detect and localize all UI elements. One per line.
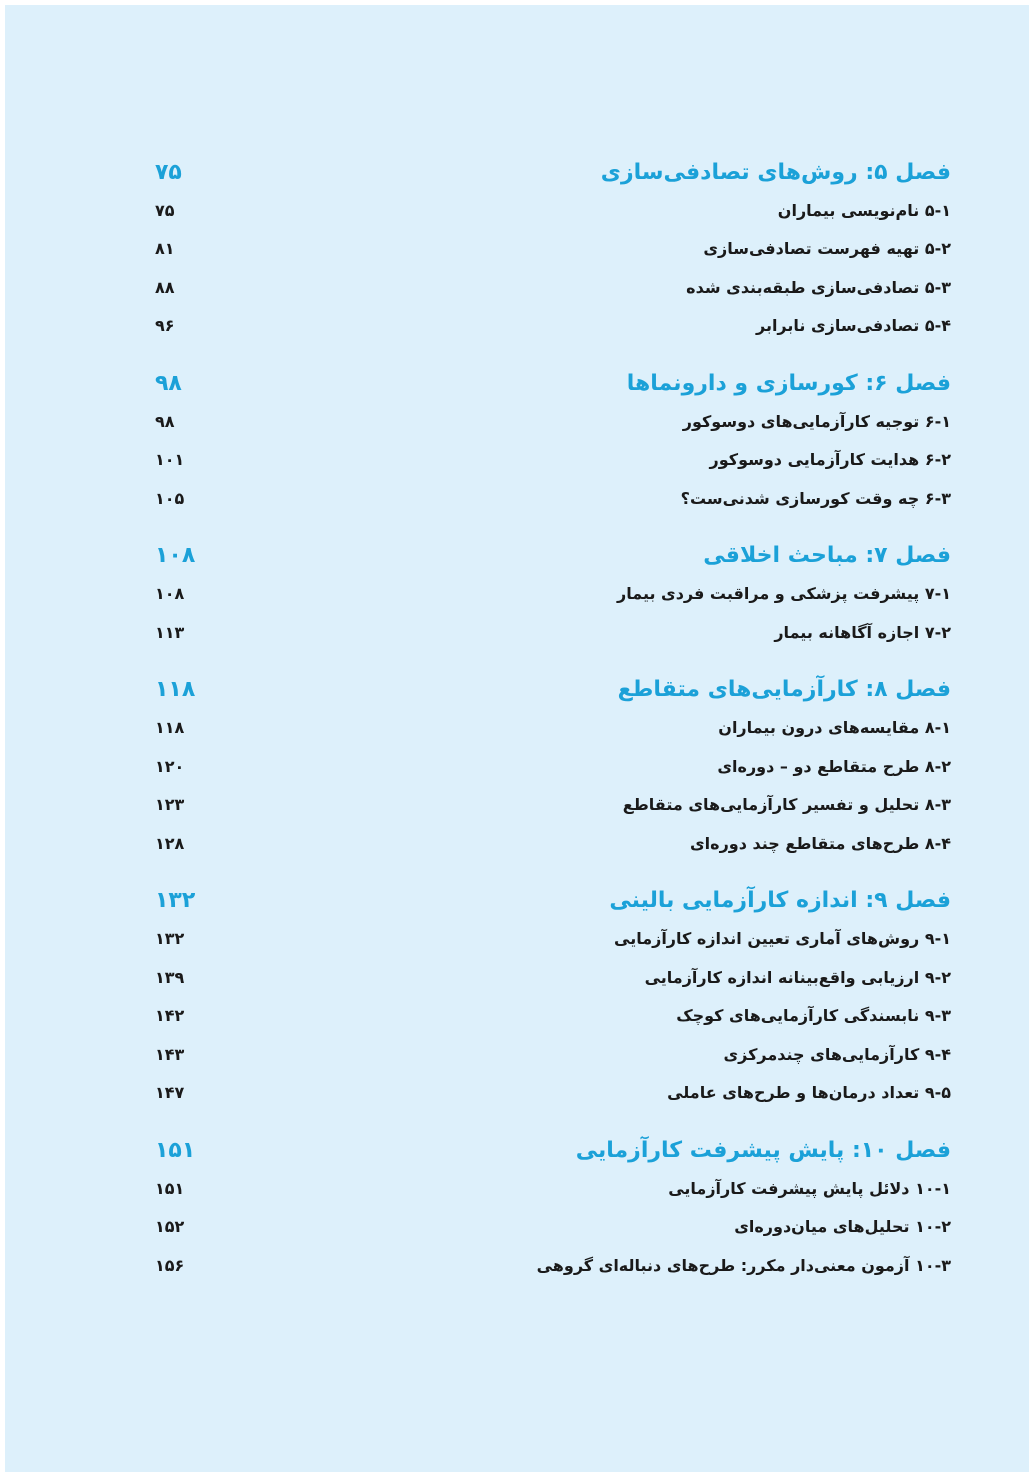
section-entry[interactable]: [155, 191, 951, 230]
chapter-heading[interactable]: [155, 153, 951, 191]
chapter-heading[interactable]: [155, 364, 951, 402]
chapter-heading[interactable]: [155, 671, 951, 709]
section-title: ۶-۲ هدایت کارآزمایی دوسوکور: [709, 450, 951, 470]
section-title: ۷-۱ پیشرفت پزشکی و مراقبت فردی بیمار: [617, 584, 951, 604]
section-page-number: ۱۰۵: [155, 488, 185, 508]
section-entry[interactable]: [155, 1246, 951, 1285]
chapter-page-number: ۹۸: [155, 370, 182, 396]
section-title: ۹-۴ کارآزمایی‌های چندمرکزی: [723, 1044, 951, 1064]
section-page-number: ۱۲۳: [155, 795, 185, 815]
section-title: ۶-۳ چه وقت کورسازی شدنی‌ست؟: [680, 488, 951, 508]
section-entry[interactable]: [155, 479, 951, 518]
chapter: [155, 153, 951, 345]
section-page-number: ۱۰۱: [155, 450, 185, 470]
chapter-page-number: ۷۵: [155, 159, 182, 185]
section-page-number: ۸۸: [155, 277, 175, 297]
chapter-title: فصل ۹: اندازه کارآزمایی بالینی: [609, 888, 951, 913]
section-page-number: ۸۱: [155, 239, 175, 259]
chapter-heading[interactable]: [155, 882, 951, 920]
section-title: ۸-۴ طرح‌های متقاطع چند دوره‌ای: [690, 833, 951, 853]
section-entry[interactable]: [155, 824, 951, 863]
chapter-title: فصل ۱۰: پایش پیشرفت کارآزمایی: [575, 1137, 951, 1163]
chapter-title: فصل ۸: کارآزمایی‌های متقاطع: [617, 677, 951, 702]
section-page-number: ۱۲۸: [155, 833, 185, 853]
section-page-number: ۷۵: [155, 200, 175, 220]
section-title: ۵-۲ تهیه فهرست تصادفی‌سازی: [703, 239, 951, 259]
section-page-number: ۱۴۲: [155, 1006, 185, 1026]
section-entry[interactable]: [155, 1074, 951, 1113]
section-page-number: ۱۳۹: [155, 967, 185, 987]
section-title: ۱۰-۳ آزمون معنی‌دار مکرر: طرح‌های دنباله‌ای گروهی: [536, 1255, 951, 1275]
chapter-title: فصل ۷: مباحث اخلاقی: [703, 543, 951, 568]
section-title: ۹-۳ نابسندگی کارآزمایی‌های کوچک: [676, 1006, 951, 1026]
chapter: [155, 882, 951, 1113]
section-page-number: ۱۰۸: [155, 584, 185, 604]
section-entry[interactable]: [155, 920, 951, 959]
section-entry[interactable]: [155, 1208, 951, 1247]
section-page-number: ۱۵۱: [155, 1178, 185, 1198]
section-page-number: ۱۲۰: [155, 756, 185, 776]
section-entry[interactable]: [155, 709, 951, 748]
chapter-title: فصل ۵: روش‌های تصادفی‌سازی: [600, 159, 951, 185]
section-title: ۹-۲ ارزیابی واقع‌بینانه اندازه کارآزمایی: [644, 967, 951, 987]
section-entry[interactable]: [155, 747, 951, 786]
section-title: ۵-۱ نام‌نویسی بیماران: [777, 200, 951, 220]
chapter-page-number: ۱۵۱: [155, 1137, 196, 1163]
section-title: ۵-۴ تصادفی‌سازی نابرابر: [755, 316, 951, 336]
chapter-heading[interactable]: [155, 1131, 951, 1169]
section-title: ۵-۳ تصادفی‌سازی طبقه‌بندی شده: [686, 277, 951, 297]
chapter-heading[interactable]: [155, 537, 951, 575]
section-entry[interactable]: [155, 268, 951, 307]
section-title: ۱۰-۲ تحلیل‌های میان‌دوره‌ای: [734, 1217, 951, 1237]
chapter-page-number: ۱۳۲: [155, 888, 196, 913]
section-entry[interactable]: [155, 1035, 951, 1074]
table-of-contents: [155, 153, 951, 1304]
section-entry[interactable]: [155, 958, 951, 997]
section-entry[interactable]: [155, 1169, 951, 1208]
section-title: ۸-۳ تحلیل و تفسیر کارآزمایی‌های متقاطع: [622, 795, 951, 815]
section-entry[interactable]: [155, 613, 951, 652]
section-title: ۹-۵ تعداد درمان‌ها و طرح‌های عاملی: [667, 1083, 951, 1103]
section-entry[interactable]: [155, 441, 951, 480]
section-entry[interactable]: [155, 307, 951, 346]
section-page-number: ۹۶: [155, 316, 175, 336]
section-entry[interactable]: [155, 997, 951, 1036]
section-page-number: ۱۱۳: [155, 622, 185, 642]
section-entry[interactable]: [155, 786, 951, 825]
chapter-title: فصل ۶: کورسازی و دارونماها: [626, 370, 951, 396]
section-page-number: ۱۴۷: [155, 1083, 185, 1103]
section-page-number: ۹۸: [155, 411, 175, 431]
section-title: ۸-۲ طرح متقاطع دو – دوره‌ای: [717, 756, 951, 776]
section-entry[interactable]: [155, 402, 951, 441]
section-page-number: ۱۵۲: [155, 1217, 185, 1237]
section-page-number: ۱۵۶: [155, 1255, 185, 1275]
section-title: ۷-۲ اجازه آگاهانه بیمار: [774, 622, 951, 642]
page: [5, 5, 1029, 1472]
section-title: ۶-۱ توجیه کارآزمایی‌های دوسوکور: [682, 411, 951, 431]
section-entry[interactable]: [155, 575, 951, 614]
section-title: ۹-۱ روش‌های آماری تعیین اندازه کارآزمایی: [614, 929, 951, 949]
chapter: [155, 1131, 951, 1285]
chapter: [155, 671, 951, 863]
section-page-number: ۱۴۳: [155, 1044, 185, 1064]
chapter: [155, 537, 951, 652]
section-entry[interactable]: [155, 230, 951, 269]
chapter-page-number: ۱۱۸: [155, 677, 196, 702]
chapter-page-number: ۱۰۸: [155, 543, 196, 568]
section-title: ۱۰-۱ دلائل پایش پیشرفت کارآزمایی: [668, 1178, 951, 1198]
section-page-number: ۱۳۲: [155, 929, 185, 949]
section-page-number: ۱۱۸: [155, 718, 185, 738]
section-title: ۸-۱ مقایسه‌های درون بیماران: [718, 718, 951, 738]
chapter: [155, 364, 951, 518]
